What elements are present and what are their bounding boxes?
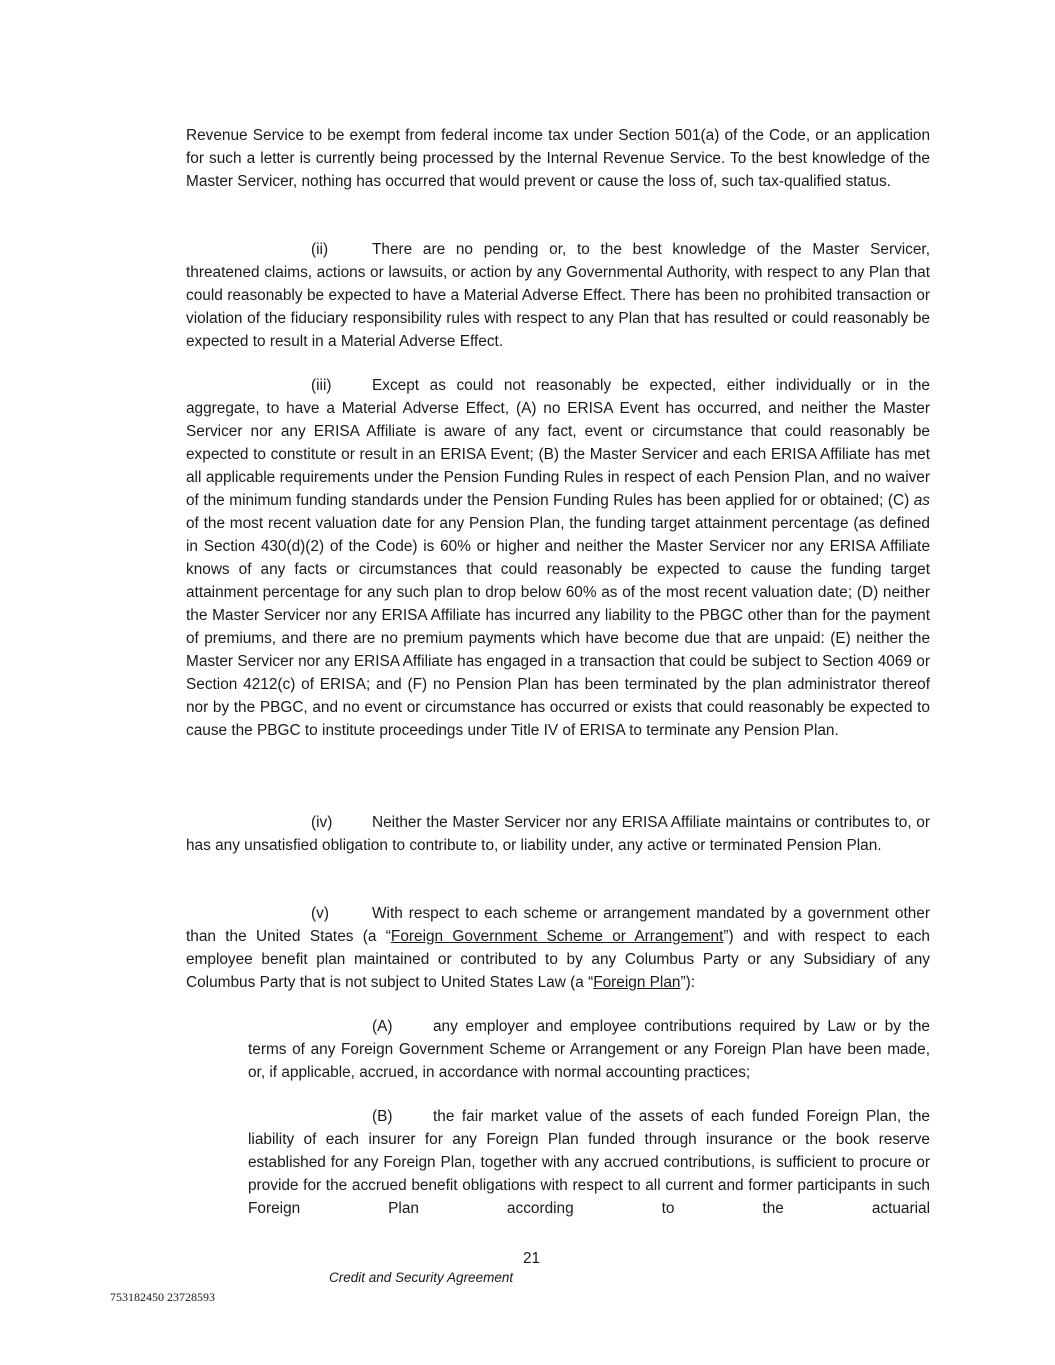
paragraph-text: There are no pending or, to the best knowledge of the Master Servicer, threatened claims, actions or lawsuits, or action by any Governmental Authority, with respect to any Plan that could reasonably be expected to have a Material Adverse Effect. There has been no prohibited transaction or violation of the fiduciary responsibility rules with respect to any Plan that has resulted or could reasonably be expected to result in a Material Adverse Effect. [186,241,930,350]
paragraph-continuation [186,124,930,193]
paragraph-text: With respect to each scheme or arrangement mandated by a government other than the United States (a “ [186,905,930,945]
paragraph-text: any employer and employee contributions required by Law or by the terms of any Foreign Government Scheme or Arrangement or any Foreign Plan have been made, or, if applicable, accrued, in accordance with normal accounting practices; [248,1018,930,1081]
paragraph-A [248,1015,930,1084]
paragraph-B [248,1105,930,1220]
clause-number: (A) [372,1018,393,1035]
paragraph-text: Except as could not reasonably be expected, either individually or in the aggregate, to have a Material Adverse Effect, (A) no ERISA Event has occurred, and neither the Master Servicer nor any ERISA Affiliate is aware of any fact, event or circumstance that could reasonably be expected to constitute or result in an ERISA Event; (B) the Master Servicer and each ERISA Affiliate has met all applicable requirements under the Pension Funding Rules in respect of each Pension Plan, and no waiver of the minimum funding standards under the Pension Funding Rules has been applied for or obtained; (C) [186,377,930,509]
footer-title: Credit and Security Agreement [329,1270,514,1285]
paragraph-text: the fair market value of the assets of each funded Foreign Plan, the liability of each insurer for any Foreign Plan funded through insurance or the book reserve established for any Foreign Plan, together with any accrued contributions, is sufficient to procure or provide for the accrued benefit obligations with respect to all current and former participants in such Foreign Plan according to the actuarial [248,1108,930,1217]
clause-number: (v) [311,905,329,922]
defined-term-foreign-plan: Foreign Plan [593,974,681,991]
paragraph-v [186,902,930,994]
italic-term: as [913,492,930,509]
paragraph-iii [186,374,930,742]
paragraph-text: of the most recent valuation date for any Pension Plan, the funding target attainment percentage (as defined in Section 430(d)(2) of the Code) is 60% or higher and neither the Master Servicer nor any ERISA Affiliate knows of any facts or circumstances that could reasonably be expected to cause the funding target attainment percentage for any such plan to drop below 60% as of the most recent valuation date; (D) neither the Master Servicer nor any ERISA Affiliate has incurred any liability to the PBGC other than for the payment of premiums, and there are no premium payments which have become due that are unpaid: (E) neither the Master Servicer nor any ERISA Affiliate has engaged in a transaction that could be subject to Section 4069 or Section 4212(c) of ERISA; and (F) no Pension Plan has been terminated by the plan administrator thereof nor by the PBGC, and no event or circumstance has occurred or exists that could reasonably be expected to cause the PBGC to institute proceedings under Title IV of ERISA to terminate any Pension Plan. [186,515,930,739]
page-number: 21 [522,1250,541,1267]
clause-number: (ii) [311,241,329,258]
clause-number: (iv) [311,814,333,831]
document-id: 753182450 23728593 [110,1290,215,1304]
paragraph-text: ”) and with respect to each employee benefit plan maintained or contributed to by any Columbus Party or any Subsidiary of any Columbus Party that is not subject to United States Law (a “ [186,928,930,991]
paragraph-text: Neither the Master Servicer nor any ERISA Affiliate maintains or contributes to, or has any unsatisfied obligation to contribute to, or liability under, any active or terminated Pension Plan. [186,814,930,854]
clause-number: (B) [372,1108,393,1125]
paragraph-text: ”): [680,974,695,991]
paragraph-text: Revenue Service to be exempt from federal income tax under Section 501(a) of the Code, or an application for such a letter is currently being processed by the Internal Revenue Service. To the best knowledge of the Master Servicer, nothing has occurred that would prevent or cause the loss of, such tax-qualified status. [186,127,930,190]
clause-number: (iii) [311,377,332,394]
defined-term-foreign-scheme: Foreign Government Scheme or Arrangement [390,928,724,945]
paragraph-iv [186,811,930,857]
paragraph-ii [186,238,930,353]
